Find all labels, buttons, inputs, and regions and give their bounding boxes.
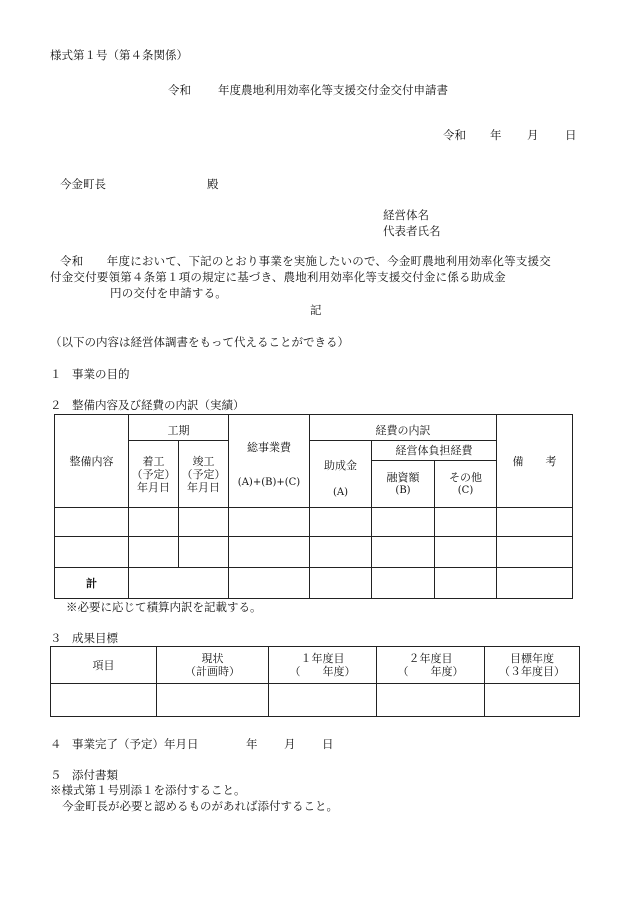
cell-total-loan[interactable]: [372, 568, 435, 599]
header-other-code: (C): [457, 485, 474, 496]
section3-title: 成果目標: [72, 631, 118, 645]
cell-other[interactable]: [435, 537, 497, 568]
title-era: 令和: [168, 83, 191, 97]
header-remarks: 備 考: [497, 415, 573, 508]
header-target-line: （３年度目）: [499, 665, 565, 678]
header-period: 工期: [129, 415, 229, 441]
section2-number: ２: [50, 398, 62, 412]
header-start: [129, 441, 179, 508]
header-year2-line: （ 年度）: [397, 665, 464, 678]
header-total: [229, 415, 310, 508]
cell-total[interactable]: [229, 537, 310, 568]
note-top: （以下の内容は経営体調書をもって代えることができる）: [50, 335, 349, 349]
section4-year: 年: [246, 737, 258, 751]
section4-month: 月: [284, 737, 296, 751]
addressee-honorific: 殿: [207, 177, 219, 191]
applicant-representative: 代表者氏名: [383, 224, 441, 238]
cell-total-remarks[interactable]: [497, 568, 573, 599]
cell-finish[interactable]: [179, 508, 229, 537]
total-label: 計: [55, 568, 129, 599]
applicant-entity: 経営体名: [383, 208, 429, 222]
date-day: 日: [565, 128, 577, 142]
header-start-line: （予定）: [131, 467, 176, 481]
target-table: [50, 646, 580, 717]
header-current-line: 現状: [201, 652, 224, 665]
section2-title: 整備内容及び経費の内訳（実績）: [72, 398, 245, 412]
header-item: 項目: [51, 647, 157, 684]
header-year2-line: ２年度目: [408, 652, 453, 665]
header-finish: [179, 441, 229, 508]
cell-loan[interactable]: [372, 537, 435, 568]
header-subsidy-label: 助成金: [324, 459, 357, 472]
attach-line: 今金町長が必要と認めるものがあれば添付すること。: [62, 799, 338, 813]
attach-line: ※様式第１号別添１を添付すること。: [50, 783, 246, 797]
date-era: 令和: [443, 128, 466, 142]
total-row: [55, 568, 573, 599]
header-year1: [269, 647, 377, 684]
cell-subsidy[interactable]: [310, 537, 372, 568]
section5-title: 添付書類: [72, 768, 118, 782]
header-subsidy-code: (A): [332, 487, 349, 498]
body-paragraph: [50, 253, 580, 301]
header-target: [485, 647, 580, 684]
header-content: 整備内容: [55, 415, 129, 508]
cell-total-subsidy[interactable]: [310, 568, 372, 599]
section5-number: ５: [50, 768, 62, 782]
date-month: 月: [527, 128, 539, 142]
cell-year2[interactable]: [377, 684, 485, 717]
header-start-line: 着工: [142, 454, 165, 468]
header-other: [435, 461, 497, 508]
body-line: 円の交付を申請する。: [110, 286, 227, 300]
body-line: 付金交付要領第４条第１項の規定に基づき、農地利用効率化等支援交付金に係る助成金: [50, 270, 506, 284]
header-finish-line: 竣工: [192, 454, 215, 468]
header-loan-label: 融資額: [386, 471, 420, 484]
cell-loan[interactable]: [372, 508, 435, 537]
header-year1-line: （ 年度）: [289, 665, 356, 678]
section1-title: 事業の目的: [72, 367, 130, 381]
header-finish-line: 年月日: [187, 480, 220, 494]
cell-content[interactable]: [55, 537, 129, 568]
section1-number: １: [50, 367, 62, 381]
cell-total[interactable]: [229, 508, 310, 537]
body-line: 令和 年度において、下記のとおり事業を実施したいので、今金町農地利用効率化等支援交: [60, 254, 551, 268]
cell-total-other[interactable]: [435, 568, 497, 599]
cell-remarks[interactable]: [497, 537, 573, 568]
cell-target[interactable]: [485, 684, 580, 717]
header-loan: [372, 461, 435, 508]
cell-finish[interactable]: [179, 537, 229, 568]
cell-year1[interactable]: [269, 684, 377, 717]
header-loan-code: (B): [395, 485, 411, 496]
cell-other[interactable]: [435, 508, 497, 537]
header-start-line: 年月日: [137, 480, 170, 494]
header-breakdown: 経費の内訳: [310, 415, 497, 441]
header-total-formula: (A)+(B)+(C): [237, 477, 301, 488]
header-total-label: 総事業費: [247, 441, 291, 454]
table-row: [51, 684, 580, 717]
header-burden: 経営体負担経費: [372, 441, 497, 461]
header-other-label: その他: [449, 471, 483, 484]
ki-heading: 記: [310, 303, 322, 317]
cell-total-total[interactable]: [229, 568, 310, 599]
table1-note: ※必要に応じて積算内訳を記載する。: [66, 600, 262, 614]
form-number: 様式第１号（第４条関係）: [50, 48, 188, 62]
table-row: [55, 537, 573, 568]
date-year: 年: [490, 128, 502, 142]
header-current: [157, 647, 269, 684]
document-title: 年度農地利用効率化等支援交付金交付申請書: [218, 83, 448, 97]
section4-day: 日: [322, 737, 334, 751]
header-finish-line: （予定）: [181, 467, 226, 481]
header-current-line: （計画時）: [185, 665, 240, 678]
cell-subsidy[interactable]: [310, 508, 372, 537]
cell-current[interactable]: [157, 684, 269, 717]
expense-table: [54, 414, 573, 599]
table-row: [55, 508, 573, 537]
cell-item[interactable]: [51, 684, 157, 717]
header-year2: [377, 647, 485, 684]
cell-remarks[interactable]: [497, 508, 573, 537]
addressee-name: 今金町長: [60, 177, 106, 191]
cell-total-period[interactable]: [129, 568, 229, 599]
section3-number: ３: [50, 631, 62, 645]
section4-number: ４: [50, 737, 62, 751]
cell-start[interactable]: [129, 508, 179, 537]
header-target-line: 目標年度: [510, 652, 554, 665]
section4-title: 事業完了（予定）年月日: [72, 737, 199, 751]
cell-start[interactable]: [129, 537, 179, 568]
header-year1-line: １年度目: [300, 652, 345, 665]
cell-content[interactable]: [55, 508, 129, 537]
header-subsidy: [310, 441, 372, 508]
